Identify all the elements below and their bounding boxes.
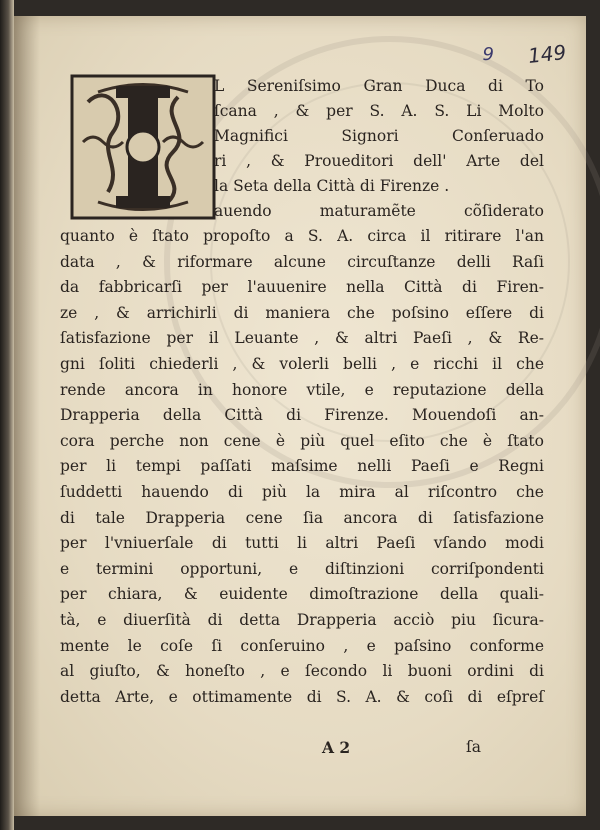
text-line: Drapperia della Città di Firenze. Mouendoſi an- (60, 406, 544, 425)
text-line: tà, e diuerſità di detta Drapperia acciò piu ſicura- (60, 610, 544, 629)
text-line: detta Arte, e ottimamente di S. A. & coſi di eſpreſ (60, 687, 544, 706)
text-line: per l'vniuerſale di tutti li altri Paeſi vſando modi (60, 534, 544, 553)
decorated-initial-i-icon (68, 72, 218, 222)
text-line: di tale Drapperia cene ſia ancora di ſatisfazione (60, 508, 544, 527)
text-line: ri , & Proueditori dell' Arte del (214, 152, 544, 170)
text-line: per chiara, & euidente dimoſtrazione della quali- (60, 585, 544, 604)
book-page (14, 16, 586, 816)
body-text (60, 224, 544, 710)
text-line: per li tempi paſſati maſsime nelli Paeſi e Regni (60, 457, 544, 476)
text-line: gni ſoliti chiederli , & volerli belli , e ricchi il che (60, 354, 544, 373)
text-line: ſatisfazione per il Leuante , & altri Paeſi , & Re- (60, 329, 544, 348)
text-line: quanto è ſtato propoſto a S. A. circa il ritirare l'an (60, 227, 544, 245)
text-line: data , & riformare alcune circuſtanze delli Raſi (60, 252, 544, 271)
text-line: da fabbricarſi per l'auuenire nella Città di Firen- (60, 278, 544, 297)
catchword: ſa (466, 738, 481, 756)
signature-mark: A 2 (322, 738, 351, 757)
page-gutter-shadow (14, 16, 40, 816)
text-line: mente le coſe ſi conſeruino , e paſsino conforme (60, 636, 544, 655)
text-line: la Seta della Città di Firenze . (214, 177, 450, 195)
handwritten-page-mark: 9 (482, 44, 494, 65)
book-binding-edge (0, 0, 14, 830)
text-line: cora perche non cene è più quel eſito che è ſtato (60, 431, 544, 450)
text-line: ſuddetti hauendo di più la mira al riſcontro che (60, 482, 544, 501)
handwritten-folio-number: 149 (526, 40, 568, 68)
text-line: rende ancora in honore vtile, e reputazione della (60, 380, 544, 399)
text-line: e termini opportuni, e diſtinzioni corriſpondenti (60, 559, 544, 578)
text-line: L Sereniſsimo Gran Duca di To (214, 77, 544, 95)
text-line: ze , & arrichirli di maniera che poſsino eſſere di (60, 303, 544, 322)
text-line: Magnifici Signori Conſeruado (214, 127, 544, 145)
text-line: ſcana , & per S. A. S. Li Molto (214, 102, 544, 120)
text-line: auendo maturamẽte cõſiderato (214, 202, 544, 220)
opening-lines (214, 74, 544, 224)
text-line: al giuſto, & honeſto , e ſecondo li buoni ordini di (60, 662, 544, 681)
